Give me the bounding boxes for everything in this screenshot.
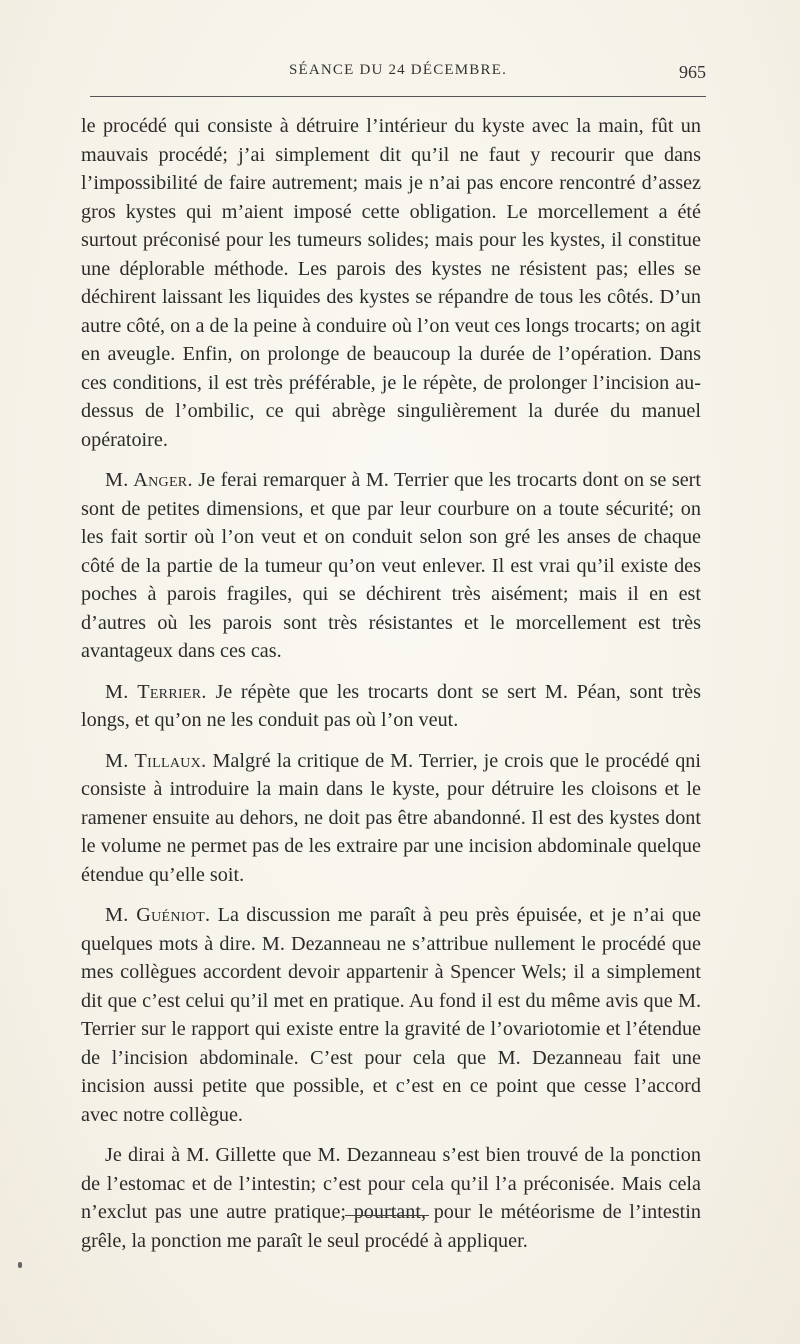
paragraph-text: Je répète que les trocarts dont se sert M. Péan, sont très longs, et qu’on ne les conduit pas où l’on veut. [81,680,701,731]
running-head: SÉANCE DU 24 DÉCEMBRE. [288,62,508,78]
paragraph-gueniot [81,901,701,1129]
header-rule [90,96,706,97]
closing-rule [345,1215,429,1216]
page-header [90,62,706,86]
speaker-name: M. Guéniot. [105,904,211,926]
paragraph-text: le procédé qui consiste à détruire l’intérieur du kyste avec la main, fût un mauvais procédé; j’ai simplement dit qu’il ne faut y recourir que dans l’impossibilité de faire autrement; mais je n’ai pas encore rencontré d’assez gros kystes qui m’aient imposé cette obligation. Le morcellement a été surtout préconisé pour les tumeurs solides; mais pour les kystes, il constitue une déplorable méthode. Les parois des kystes ne résistent pas; elles se déchirent laissant les liquides des kystes se répandre de tous les côtés. D’un autre côté, on a de la peine à conduire où l’on veut ces longs trocarts; on agit en aveugle. Enfin, on prolonge de beaucoup la durée de l’opération. Dans ces conditions, il est très préférable, je le répète, de prolonger l’incision au-dessus de l’ombilic, ce qui abrège singulièrement la durée du manuel opératoire. [81,115,701,451]
paragraph-text: La discussion me paraît à peu près épuisée, et je n’ai que quelques mots à dire. M. Dezanneau ne s’attribue nullement le procédé que mes collègues accordent devoir appartenir à Spencer Wels; il a simplement dit que c’est celui qu’il met en pratique. Au fond il est du même avis que M. Terrier sur le rapport qui existe entre la gravité de l’ovariotomie et l’étendue de l’incision abdominale. C’est pour cela que M. Dezanneau fait une incision aussi petite que possible, et c’est en ce point que cesse l’accord avec notre collègue. [81,904,701,1126]
paragraph-text: Malgré la critique de M. Terrier, je crois que le procédé qni consiste à introduire la main dans le kyste, pour détruire les cloisons et le ramener ensuite au dehors, ne doit pas être abandonné. Il est des kystes dont le volume ne permet pas de les extraire par une incision abdominale quelque étendue qu’elle soit. [81,749,701,886]
paragraph-text: Je dirai à M. Gillette que M. Dezanneau s’est bien trouvé de la ponction de l’estomac et de l’intestin; c’est pour cela qu’il l’a préconisée. Mais cela n’exclut pas une autre pratique; pourtant, pour le météorisme de l’intestin grêle, la ponction me paraît le seul procédé à appliquer. [81,1144,701,1252]
speaker-name: M. Anger. [105,469,193,491]
page-number: 965 [679,62,706,82]
speaker-name: M. Terrier. [105,680,207,703]
paragraph-gueniot-continued [81,1141,701,1255]
page-speck [18,1262,22,1268]
paragraph-terrier [81,678,701,735]
body-text [81,112,701,1267]
paragraph-tillaux [81,747,701,890]
paragraph-continuation [81,112,701,454]
speaker-name: M. Tillaux. [105,749,207,772]
paragraph-text: Je ferai remarquer à M. Terrier que les trocarts dont on se sert sont de petites dimensions, et que par leur courbure on a toute sécurité; on les fait sortir où l’on veut et on conduit selon son gré les anses de chaque côté de la partie de la tumeur qu’on veut enlever. Il est vrai qu’il existe des poches à parois fragiles, qui se déchirent très aisément; mais il en est d’autres où les parois sont très résistantes et le morcellement est très avantageux dans ces cas. [81,469,702,662]
paragraph-anger [81,466,701,666]
